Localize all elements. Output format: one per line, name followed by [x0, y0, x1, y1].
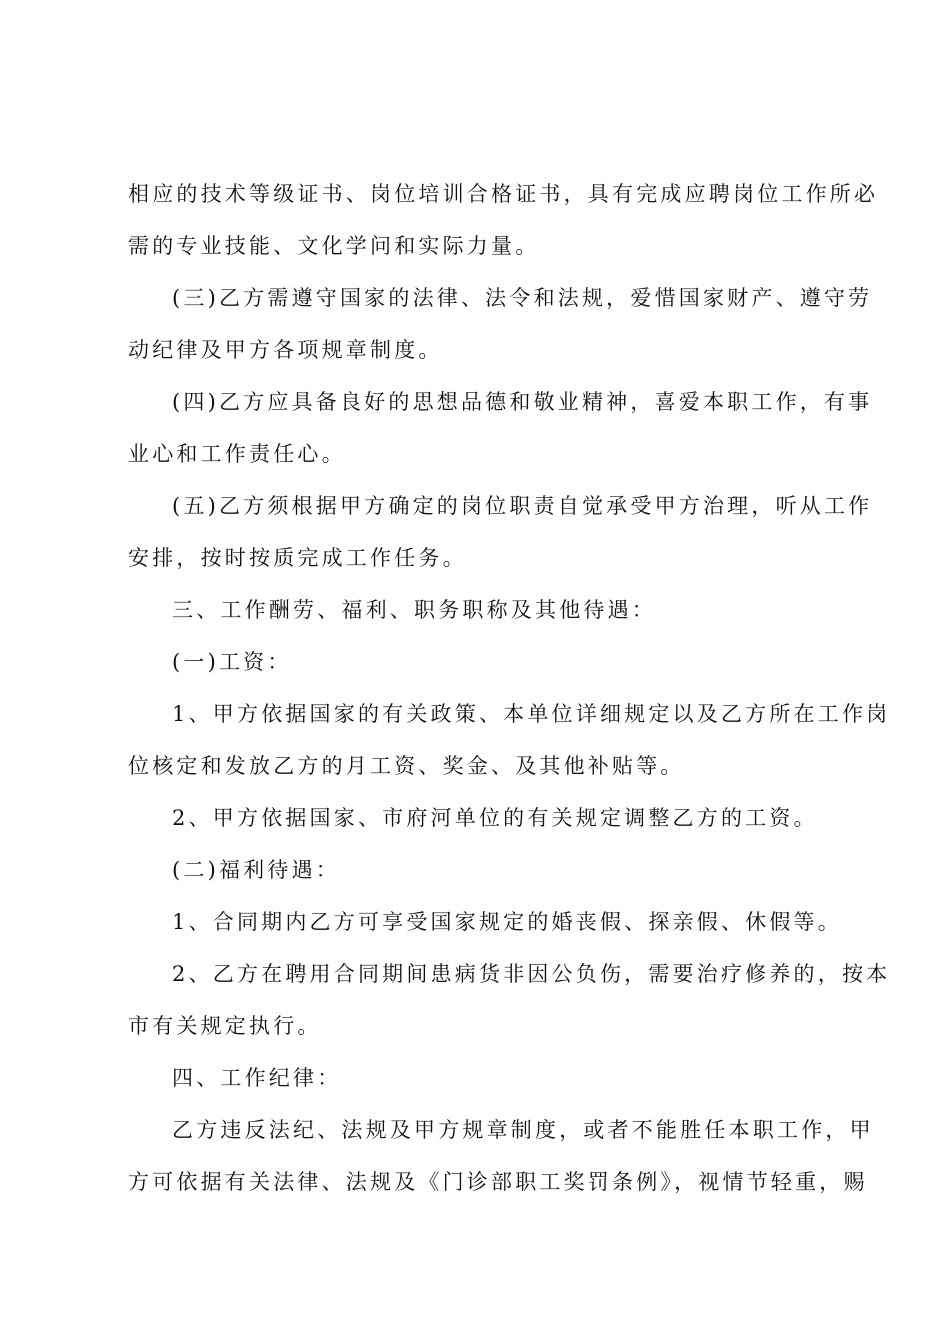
- text-line: (四)乙方应具备良好的思想品德和敬业精神，喜爱本职工作，有事: [172, 390, 873, 414]
- section-heading: 三、工作酬劳、福利、职务职称及其他待遇：: [172, 598, 656, 622]
- text-line: (五)乙方须根据甲方确定的岗位职责自觉承受甲方治理，听从工作: [172, 494, 873, 518]
- text-line: 1、甲方依据国家的有关政策、本单位详细规定以及乙方所在工作岗: [172, 702, 891, 726]
- text-line: 动纪律及甲方各项规章制度。: [128, 338, 443, 362]
- text-line: 乙方违反法纪、法规及甲方规章制度，或者不能胜任本职工作，甲: [172, 1118, 874, 1142]
- section-heading: 四、工作纪律：: [172, 1066, 342, 1090]
- text-line: 需的专业技能、文化学问和实际力量。: [128, 234, 540, 258]
- subsection-heading: (二)福利待遇：: [172, 858, 340, 882]
- text-line: 市有关规定执行。: [128, 1014, 322, 1038]
- document-body: [128, 182, 891, 1194]
- text-line: (三)乙方需遵守国家的法律、法令和法规，爱惜国家财产、遵守劳: [172, 286, 873, 310]
- text-line: 1、合同期内乙方可享受国家规定的婚丧假、探亲假、休假等。: [172, 910, 842, 934]
- text-line: 相应的技术等级证书、岗位培训合格证书，具有完成应聘岗位工作所必: [128, 182, 879, 206]
- text-line: 2、甲方依据国家、市府河单位的有关规定调整乙方的工资。: [172, 806, 818, 830]
- subsection-heading: (一)工资：: [172, 650, 292, 674]
- text-line: 安排，按时按质完成工作任务。: [128, 546, 467, 570]
- text-line: 位核定和发放乙方的月工资、奖金、及其他补贴等。: [128, 754, 685, 778]
- text-line: 业心和工作责任心。: [128, 442, 346, 466]
- text-line: 2、乙方在聘用合同期间患病货非因公负伤，需要治疗修养的，按本: [172, 962, 891, 986]
- text-line: 方可依据有关法律、法规及《门诊部职工奖罚条例》，视情节轻重，赐: [128, 1170, 868, 1194]
